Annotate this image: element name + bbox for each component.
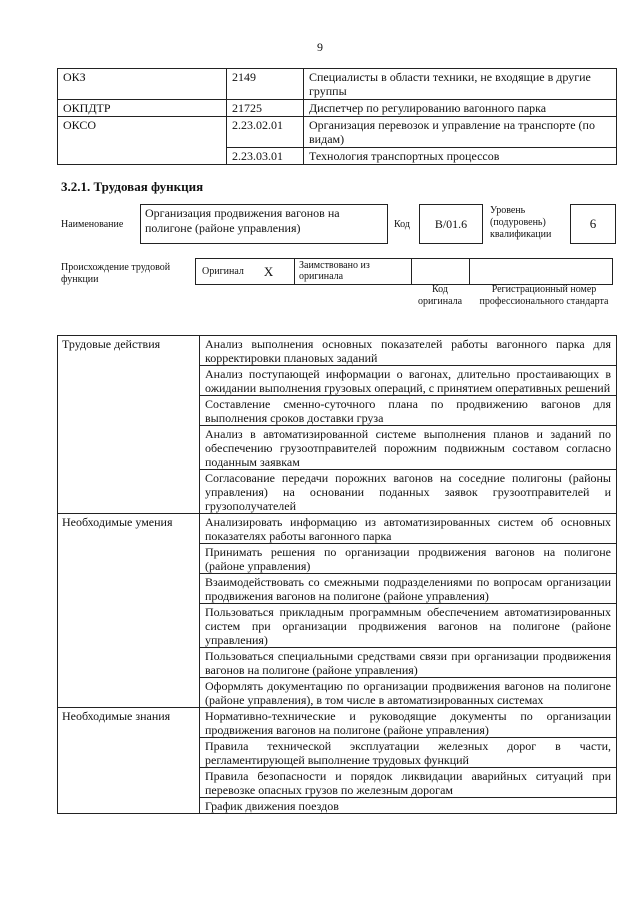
list-item: Анализ поступающей информации о вагонах, длительно простаивающих в ожидании выполнения грузовых операций, с принятием оперативных решений [200, 366, 617, 396]
classification-table [57, 68, 617, 165]
list-item: Согласование передачи порожних вагонов на соседние полигоны (районы управления) на основании поданных заявок грузоотправителей и грузополучателей [200, 470, 617, 514]
list-item: График движения поездов [200, 798, 617, 814]
list-item: Правила технической эксплуатации железных дорог в части, регламентирующей выполнение трудовых функций [200, 738, 617, 768]
function-code-box [419, 204, 483, 244]
code-original-cell [412, 258, 470, 285]
classifier-name: ОКЗ [58, 69, 227, 100]
borrowed-cell: Заимствовано из оригинала [295, 258, 412, 285]
table-row [58, 117, 617, 148]
classifier-title: Диспетчер по регулированию вагонного парка [304, 100, 617, 117]
section-title: 3.2.1. Трудовая функция [61, 179, 204, 194]
reg-number-label: Регистрационный номер профессионального стандарта [479, 284, 609, 307]
code-label: Код [394, 219, 410, 230]
table-row [58, 69, 617, 100]
list-item: Пользоваться прикладным программным обеспечением автоматизированных систем при организации продвижения вагонов на полигоне (районе управления) [200, 604, 617, 648]
labor-function-table [57, 335, 617, 814]
section-label-actions: Трудовые действия [58, 336, 200, 514]
table-row [58, 100, 617, 117]
list-item: Анализ выполнения основных показателей работы вагонного парка для корректировки плановых заданий [200, 336, 617, 366]
qualification-level-box [570, 204, 616, 244]
original-label: Оригинал [202, 266, 244, 277]
classifier-code: 2.23.02.01 [227, 117, 304, 148]
origin-label: Происхождение трудовой функции [61, 262, 171, 285]
qualification-level-label: Уровень (подуровень) квалификации [490, 205, 552, 240]
section-label-skills: Необходимые умения [58, 514, 200, 708]
code-original-label: Код оригинала [417, 284, 463, 307]
list-item: Правила безопасности и порядок ликвидации аварийных ситуаций при перевозке опасных грузов по железным дорогам [200, 768, 617, 798]
classifier-name: ОКСО [58, 117, 227, 165]
classifier-title: Технология транспортных процессов [304, 148, 617, 165]
list-item: Составление сменно-суточного плана по продвижению вагонов для выполнения сроков доставки груза [200, 396, 617, 426]
original-mark: X [263, 263, 274, 279]
list-item: Анализ в автоматизированной системе выполнения планов и заданий по обеспечению грузоотправителей порожним подвижным составом согласно поданным заявкам [200, 426, 617, 470]
classifier-code: 2.23.03.01 [227, 148, 304, 165]
page-number: 9 [317, 40, 323, 54]
origin-row [195, 258, 613, 285]
classifier-name: ОКПДТР [58, 100, 227, 117]
classifier-code: 21725 [227, 100, 304, 117]
classifier-code: 2149 [227, 69, 304, 100]
list-item: Анализировать информацию из автоматизированных систем об основных показателях работы вагонного парка [200, 514, 617, 544]
list-item: Принимать решения по организации продвижения вагонов на полигоне (районе управления) [200, 544, 617, 574]
list-item: Нормативно-технические и руководящие документы по организации продвижения вагонов на полигоне (районе управления) [200, 708, 617, 738]
list-item: Пользоваться специальными средствами связи при организации продвижения вагонов на полигоне (районе управления) [200, 648, 617, 678]
classifier-title: Специалисты в области техники, не входящие в другие группы [304, 69, 617, 100]
list-item: Оформлять документацию по организации продвижения вагонов на полигоне (районе управления), в том числе в автоматизированных системах [200, 678, 617, 708]
qualification-level: 6 [589, 216, 597, 231]
table-row [58, 514, 617, 544]
section-label-knowledge: Необходимые знания [58, 708, 200, 814]
classifier-title: Организация перевозок и управление на транспорте (по видам) [304, 117, 617, 148]
list-item: Взаимодействовать со смежными подразделениями по вопросам организации продвижения вагонов на полигоне (районе управления) [200, 574, 617, 604]
table-row [58, 336, 617, 366]
original-cell [195, 258, 295, 285]
name-label: Наименование [61, 219, 124, 230]
table-row [58, 708, 617, 738]
function-name-box: Организация продвижения вагонов на полигоне (районе управления) [140, 204, 388, 244]
function-code: В/01.6 [434, 216, 468, 231]
reg-number-cell [470, 258, 613, 285]
